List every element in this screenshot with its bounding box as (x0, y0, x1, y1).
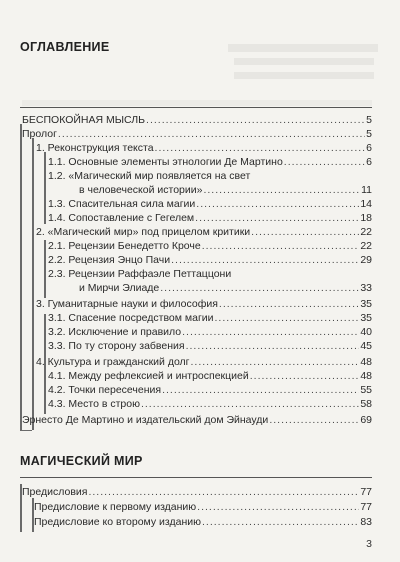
toc-entry-page: 14 (360, 198, 372, 210)
leader-dots (191, 356, 360, 369)
toc-entry[interactable] (48, 370, 372, 383)
leader-dots (146, 114, 365, 127)
toc-entry-page: 45 (360, 340, 372, 352)
toc-entry[interactable] (36, 298, 372, 311)
toc-entry-page: 5 (366, 114, 372, 126)
toc-bracket-main-bottom (20, 430, 32, 431)
toc-entry-page: 11 (361, 184, 372, 196)
toc-entry[interactable] (36, 356, 372, 369)
toc-entry[interactable] (22, 486, 372, 499)
toc-entry[interactable] (48, 212, 372, 225)
toc-entry[interactable] (48, 156, 372, 169)
toc-entry-page: 5 (366, 128, 372, 140)
toc-entry-label: Эрнесто Де Мартино и издательский дом Эйнауди (22, 414, 269, 426)
toc-entry-label: 3. Гуманитарные науки и философия (36, 298, 218, 310)
toc-entry-label: 3.2. Исключение и правило (48, 326, 182, 338)
toc-heading: ОГЛАВЛЕНИЕ (20, 40, 110, 54)
toc-entry[interactable] (36, 142, 372, 155)
toc-entry[interactable] (22, 114, 372, 127)
toc-entry-label: Предисловие к первому изданию (34, 501, 197, 513)
toc-entry[interactable] (48, 254, 372, 267)
toc-entry-page: 83 (360, 516, 372, 528)
heading-rule (20, 107, 372, 108)
toc-bracket-ch4 (44, 366, 46, 414)
toc-entry-page: 22 (360, 226, 372, 238)
toc-entry[interactable] (22, 128, 372, 141)
toc-bracket-main (20, 124, 22, 430)
leader-dots (251, 226, 359, 239)
toc-bracket-prolog (32, 138, 34, 430)
toc-entry-label: 1.3. Спасительная сила магии (48, 198, 196, 210)
toc-entry-page: 22 (360, 240, 372, 252)
leader-dots (269, 414, 359, 427)
toc-entry-label: 1. Реконструкция текста (36, 142, 154, 154)
toc-entry[interactable] (79, 282, 372, 295)
toc-bracket-ch2 (44, 240, 46, 298)
toc-entry-label: 3.3. По ту сторону забвения (48, 340, 185, 352)
toc-entry-label: 4.2. Точки пересечения (48, 384, 162, 396)
toc-entry-page: 40 (360, 326, 372, 338)
toc-entry-page: 77 (360, 501, 372, 513)
toc-entry[interactable] (48, 312, 372, 325)
toc-entry-label-cont: в человеческой истории» (79, 184, 203, 196)
toc-entry[interactable] (36, 226, 372, 239)
toc-entry-label: Предисловия (22, 486, 88, 498)
toc-entry[interactable] (48, 398, 372, 411)
bleed-through-text (22, 100, 372, 106)
leader-dots (186, 340, 360, 353)
toc-entry[interactable] (48, 240, 372, 253)
toc-entry[interactable] (48, 384, 372, 397)
leader-dots (219, 298, 359, 311)
toc-entry[interactable] (22, 414, 372, 427)
toc-entry[interactable] (48, 326, 372, 339)
toc-entry[interactable] (34, 501, 372, 514)
toc-entry-page: 18 (360, 212, 372, 224)
leader-dots (155, 142, 366, 155)
toc-entry-label: Пролог (22, 128, 57, 140)
leader-dots (196, 198, 359, 211)
toc-entry-page: 6 (366, 142, 372, 154)
leader-dots (88, 486, 359, 499)
toc-entry-label: 4.1. Между рефлексией и интроспекцией (48, 370, 249, 382)
section-rule (20, 477, 372, 478)
toc-entry-page: 33 (360, 282, 372, 294)
leader-dots (202, 516, 359, 529)
toc-entry-label: 3.1. Спасение посредством магии (48, 312, 214, 324)
toc-entry-label: 2.2. Рецензия Энцо Пачи (48, 254, 171, 266)
toc-entry-page: 35 (360, 298, 372, 310)
leader-dots (197, 501, 359, 514)
toc-entry-page: 35 (360, 312, 372, 324)
leader-dots (182, 326, 359, 339)
leader-dots (203, 184, 360, 197)
toc-entry-label: 4.3. Место в строю (48, 398, 140, 410)
toc-entry-page: 6 (366, 156, 372, 168)
bleed-through-text (228, 44, 378, 52)
toc-entry-label: Предисловие ко второму изданию (34, 516, 202, 528)
toc-entry-label: 1.1. Основные элементы этнологии Де Мартино (48, 156, 283, 168)
toc-entry-page: 48 (360, 356, 372, 368)
bleed-through-text (234, 58, 374, 65)
toc-entry[interactable] (34, 516, 372, 529)
leader-dots (162, 384, 359, 397)
toc-entry-label: 4. Культура и гражданский долг (36, 356, 190, 368)
toc-entry-label-cont: и Мирчи Элиаде (79, 282, 160, 294)
leader-dots (215, 312, 360, 325)
leader-dots (202, 240, 360, 253)
leader-dots (141, 398, 359, 411)
bleed-through-text (234, 72, 374, 79)
toc-entry-label: 1.4. Сопоставление с Гегелем (48, 212, 195, 224)
leader-dots (160, 282, 359, 295)
leader-dots (250, 370, 360, 383)
toc-entry-label: 1.2. «Магический мир появляется на свет (48, 170, 251, 182)
toc-entry-page: 48 (360, 370, 372, 382)
toc-entry-label: БЕСПОКОЙНАЯ МЫСЛЬ (22, 114, 146, 126)
page-number: 3 (366, 538, 372, 550)
toc-entry[interactable] (79, 184, 372, 197)
toc-entry-page: 29 (360, 254, 372, 266)
toc-entry-page: 55 (360, 384, 372, 396)
toc-entry[interactable] (48, 198, 372, 211)
toc-entry[interactable] (48, 340, 372, 353)
toc-entry-label: 2. «Магический мир» под прицелом критики (36, 226, 251, 238)
leader-dots (171, 254, 359, 267)
toc-entry-page: 77 (360, 486, 372, 498)
section-heading: МАГИЧЕСКИЙ МИР (20, 454, 143, 468)
leader-dots (284, 156, 365, 169)
leader-dots (195, 212, 359, 225)
leader-dots (58, 128, 365, 141)
toc-entry-label: 2.1. Рецензии Бенедетто Кроче (48, 240, 201, 252)
toc-bracket-ch1 (44, 152, 46, 224)
toc-entry-page: 58 (360, 398, 372, 410)
toc-entry-label: 2.3. Рецензии Раффаэле Петтаццони (48, 268, 232, 280)
toc-entry-page: 69 (360, 414, 372, 426)
